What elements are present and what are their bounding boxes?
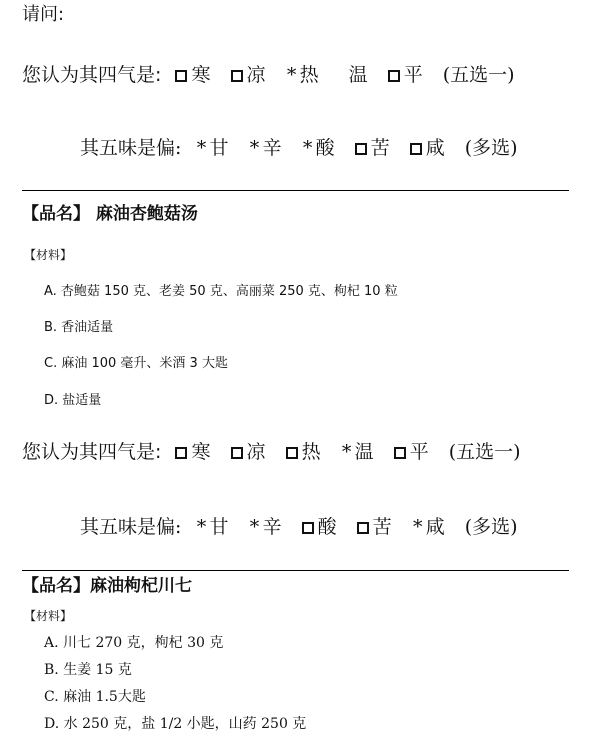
asterisk-mark-icon: * bbox=[341, 441, 352, 463]
asterisk-mark-icon: * bbox=[249, 516, 260, 538]
checkbox-empty-icon bbox=[388, 70, 400, 82]
qi-label: 您认为其四气是: bbox=[22, 64, 162, 86]
taste-question-1 bbox=[80, 133, 518, 160]
qi-option[interactable]: 热 bbox=[286, 437, 321, 464]
taste-option[interactable]: * 甘 bbox=[196, 137, 229, 159]
checkbox-empty-icon bbox=[286, 447, 298, 459]
question-label: 请问: bbox=[22, 4, 65, 25]
taste-label: 其五味是偏: bbox=[80, 516, 182, 538]
taste-note: (多选) bbox=[464, 516, 518, 538]
taste-option[interactable]: 苦 bbox=[357, 512, 392, 539]
taste-option[interactable]: 酸 bbox=[302, 512, 337, 539]
taste-option[interactable]: * 甘 bbox=[196, 516, 229, 538]
qi-option[interactable]: 寒 bbox=[175, 60, 210, 87]
ingredient-item: C. 麻油 1.5大匙 bbox=[44, 689, 146, 705]
checkbox-empty-icon bbox=[175, 70, 187, 82]
checkbox-empty-icon bbox=[231, 70, 243, 82]
taste-note: (多选) bbox=[464, 137, 518, 159]
ingredient-item: B. 生姜 15 克 bbox=[44, 662, 132, 678]
qi-option[interactable]: 凉 bbox=[231, 437, 266, 464]
asterisk-mark-icon: * bbox=[196, 137, 207, 159]
materials-label: 【材料】 bbox=[24, 609, 73, 623]
taste-option[interactable]: * 辛 bbox=[249, 137, 282, 159]
asterisk-mark-icon: * bbox=[249, 137, 260, 159]
qi-question-1 bbox=[22, 60, 515, 87]
qi-note: (五选一) bbox=[448, 441, 521, 463]
qi-label: 您认为其四气是: bbox=[22, 441, 162, 463]
asterisk-mark-icon: * bbox=[412, 516, 423, 538]
recipe-title: 【品名】麻油枸杞川七 bbox=[22, 576, 192, 596]
divider bbox=[22, 190, 569, 191]
materials-label: 【材料】 bbox=[24, 248, 73, 262]
taste-question-2 bbox=[80, 512, 518, 539]
checkbox-empty-icon bbox=[231, 447, 243, 459]
qi-option[interactable]: 凉 bbox=[231, 60, 266, 87]
qi-option[interactable]: 平 bbox=[388, 60, 423, 87]
checkbox-empty-icon bbox=[302, 522, 314, 534]
recipe-title: 【品名】 麻油杏鲍菇汤 bbox=[22, 204, 198, 224]
qi-option[interactable]: 平 bbox=[394, 437, 429, 464]
asterisk-mark-icon: * bbox=[302, 137, 313, 159]
checkbox-empty-icon bbox=[355, 143, 367, 155]
taste-option[interactable]: * 酸 bbox=[302, 137, 335, 159]
qi-option[interactable]: 温 bbox=[348, 64, 368, 86]
checkbox-empty-icon bbox=[357, 522, 369, 534]
ingredient-item: C. 麻油 100 毫升、米酒 3 大匙 bbox=[44, 356, 228, 371]
qi-note: (五选一) bbox=[442, 64, 515, 86]
asterisk-mark-icon: * bbox=[286, 64, 297, 86]
qi-question-2 bbox=[22, 437, 521, 464]
ingredient-item: B. 香油适量 bbox=[44, 320, 114, 335]
taste-option[interactable]: 苦 bbox=[355, 133, 390, 160]
ingredient-item: A. 川七 270 克，枸杞 30 克 bbox=[44, 635, 224, 651]
ingredient-item: D. 盐适量 bbox=[44, 393, 102, 408]
qi-option[interactable]: * 热 bbox=[286, 64, 319, 86]
asterisk-mark-icon: * bbox=[196, 516, 207, 538]
checkbox-empty-icon bbox=[175, 447, 187, 459]
taste-label: 其五味是偏: bbox=[80, 137, 182, 159]
taste-option[interactable]: * 辛 bbox=[249, 516, 282, 538]
qi-option[interactable]: * 温 bbox=[341, 441, 374, 463]
taste-option[interactable]: * 咸 bbox=[412, 516, 445, 538]
checkbox-empty-icon bbox=[394, 447, 406, 459]
taste-option[interactable]: 咸 bbox=[410, 133, 445, 160]
checkbox-empty-icon bbox=[410, 143, 422, 155]
qi-option[interactable]: 寒 bbox=[175, 437, 210, 464]
ingredient-item: A. 杏鲍菇 150 克、老姜 50 克、高丽菜 250 克、枸杞 10 粒 bbox=[44, 284, 398, 299]
ingredient-item: D. 水 250 克，盐 1/2 小匙，山药 250 克 bbox=[44, 716, 307, 732]
